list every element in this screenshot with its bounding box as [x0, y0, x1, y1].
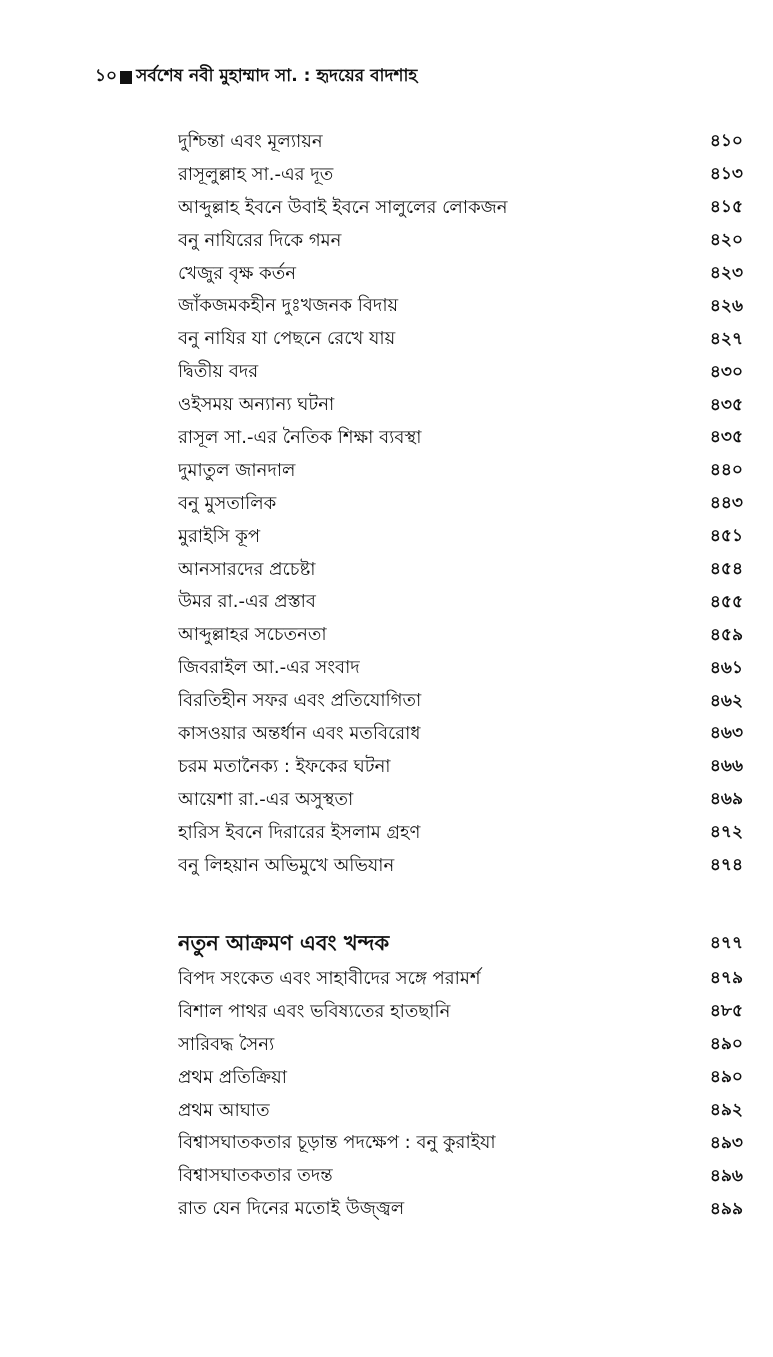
toc-entry [178, 996, 743, 1029]
toc-entry-page: ৪৩০ [709, 361, 743, 382]
toc-section-1 [178, 126, 743, 882]
toc-entry [178, 521, 743, 554]
toc-section-2 [178, 925, 743, 1226]
toc-entry-title: উমর রা.-এর প্রস্তাব [178, 591, 316, 613]
toc-entry [178, 652, 743, 685]
toc-entry-title: আয়েশা রা.-এর অসুস্থতা [178, 788, 354, 810]
toc-entry-title: বনু লিহয়ান অভিমুখে অভিযান [178, 854, 395, 876]
toc-entry-page: ৪৯৬ [709, 1165, 743, 1186]
toc-entry-title: রাসূল সা.-এর নৈতিক শিক্ষা ব্যবস্থা [178, 426, 422, 448]
toc-entry-title: ওইসময় অন্যান্য ঘটনা [178, 394, 335, 416]
toc-entry [178, 126, 743, 159]
toc-entry [178, 290, 743, 323]
toc-entry-title: দ্বিতীয় বদর [178, 361, 259, 383]
toc-section-heading [178, 925, 743, 963]
toc-entry-page: ৪৭২ [709, 822, 743, 843]
toc-entry [178, 225, 743, 258]
header-page-number: ১০ [95, 66, 118, 86]
toc-entry-title: বিশাল পাথর এবং ভবিষ্যতের হাতছানি [178, 1000, 451, 1022]
toc-entry-page: ৪৫৯ [709, 624, 743, 645]
toc-entry-title: বিশ্বাসঘাতকতার চূড়ান্ত পদক্ষেপ : বনু কুরাইযা [178, 1132, 496, 1154]
toc-entry [178, 1127, 743, 1160]
running-header [95, 63, 417, 91]
toc-entry-page: ৪৬৩ [709, 723, 743, 744]
toc-entry [178, 751, 743, 784]
toc-entry [178, 963, 743, 996]
toc-entry-title: বিপদ সংকেত এবং সাহাবীদের সঙ্গে পরামর্শ [178, 967, 481, 989]
toc-entry-title: চরম মতানৈক্য : ইফকের ঘটনা [178, 755, 391, 777]
toc-entry [178, 1160, 743, 1193]
toc-entry-title: রাসূলুল্লাহ সা.-এর দূত [178, 163, 334, 185]
toc-entry [178, 619, 743, 652]
toc-entry-page: ৪২৩ [709, 263, 743, 283]
header-book-title: সর্বশেষ নবী মুহাম্মাদ সা. : হৃদয়ের বাদশাহ [136, 66, 418, 86]
toc-entry-title: দুমাতুল জানদাল [178, 459, 296, 481]
toc-entry-page: ৪২০ [709, 230, 743, 251]
toc-entry-page: ৪৬৬ [709, 756, 743, 777]
toc-entry-page: ৪৯৩ [709, 1132, 743, 1153]
toc-entry-title: হারিস ইবনে দিরারের ইসলাম গ্রহণ [178, 821, 421, 843]
toc-entry [178, 1062, 743, 1095]
toc-entry-page: ৪৭৪ [709, 855, 743, 876]
toc-entry-page: ৪৯০ [709, 1067, 743, 1088]
toc-entry-title: আব্দুল্লাহ ইবনে উবাই ইবনে সালুলের লোকজন [178, 196, 508, 218]
toc-entry-title: খেজুর বৃক্ষ কর্তন [178, 262, 297, 284]
toc-entry-page: ৪৫১ [709, 526, 743, 547]
toc-entry-title: প্রথম আঘাত [178, 1099, 270, 1121]
toc-entry [178, 422, 743, 455]
toc-entry-page: ৪৬১ [709, 657, 743, 678]
toc-entry-title: প্রথম প্রতিক্রিয়া [178, 1066, 287, 1088]
toc-entry-page: ৪৬৯ [709, 789, 743, 810]
toc-entry-page: ৪৩৫ [709, 427, 743, 448]
toc-entry-title: আনসারদের প্রচেষ্টা [178, 558, 316, 580]
toc-entry-page: ৪১০ [709, 131, 743, 152]
toc-entry [178, 159, 743, 192]
toc-entry-title: আব্দুল্লাহর সচেতনতা [178, 624, 327, 646]
toc-entry [178, 455, 743, 488]
toc-entry-title: সারিবদ্ধ সৈন্য [178, 1033, 275, 1055]
toc-entry-title: বনু মুসতালিক [178, 492, 277, 514]
toc-entry [178, 685, 743, 718]
toc-entry [178, 323, 743, 356]
toc-entry-title: রাত যেন দিনের মতোই উজ্জ্বল [178, 1198, 405, 1220]
section-heading-page: ৪৭৭ [709, 933, 743, 953]
toc-entry [178, 356, 743, 389]
toc-entry [178, 1193, 743, 1226]
toc-entry [178, 1029, 743, 1062]
toc-entry-page: ৪৮৫ [709, 1001, 743, 1022]
toc-entry-title: কাসওয়ার অন্তর্ধান এবং মতবিরোধ [178, 722, 421, 744]
header-square-bullet-icon [120, 71, 132, 84]
toc-entry-page: ৪৬২ [709, 690, 743, 711]
toc-entry-title: দুশ্চিন্তা এবং মূল্যায়ন [178, 130, 323, 152]
toc-entry-title: বিশ্বাসঘাতকতার তদন্ত [178, 1165, 333, 1187]
toc-entry-page: ৪৯৯ [709, 1198, 743, 1219]
toc-entry [178, 389, 743, 422]
toc-entry [178, 718, 743, 751]
toc-entry [178, 850, 743, 883]
toc-entry-page: ৪৯২ [709, 1100, 743, 1120]
toc-entry-title: জিবরাইল আ.-এর সংবাদ [178, 657, 360, 679]
toc-entry-title: বনু নাযির যা পেছনে রেখে যায় [178, 328, 396, 350]
toc-entry-page: ৪২৭ [709, 328, 743, 349]
toc-entry-page: ৪১৫ [709, 197, 743, 218]
toc-entry [178, 258, 743, 291]
toc-entry-page: ৪৯০ [709, 1034, 743, 1055]
toc-entry-page: ৪৫৪ [709, 559, 743, 580]
toc-entry-title: বনু নাযিরের দিকে গমন [178, 229, 342, 251]
toc-entry-page: ৪২৬ [709, 295, 743, 316]
toc-entry [178, 192, 743, 225]
toc-entry-page: ৪৫৫ [709, 591, 743, 612]
toc-entry [178, 784, 743, 817]
toc-entry [178, 586, 743, 619]
toc-entry-title: জাঁকজমকহীন দুঃখজনক বিদায় [178, 295, 399, 317]
toc-entry-page: ৪৪৩ [709, 493, 743, 514]
toc-entry-title: মুরাইসি কূপ [178, 525, 261, 547]
toc-entry-title: বিরতিহীন সফর এবং প্রতিযোগিতা [178, 690, 422, 712]
section-heading-title: নতুন আক্রমণ এবং খন্দক [178, 930, 390, 955]
toc-entry-page: ৪৭৯ [709, 968, 743, 989]
toc-entry [178, 817, 743, 850]
toc-entry-page: ৪৩৫ [709, 394, 743, 415]
toc-entry [178, 554, 743, 587]
toc-entry-page: ৪১৩ [709, 164, 743, 185]
toc-entry [178, 1095, 743, 1128]
toc-entry-page: ৪৪০ [709, 460, 743, 481]
toc-entry [178, 488, 743, 521]
